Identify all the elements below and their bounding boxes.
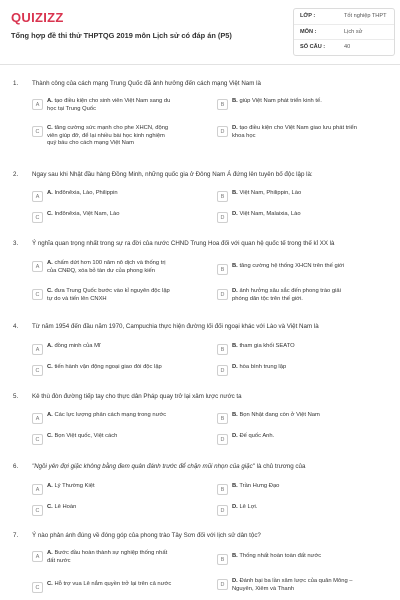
option-letter: D.: [232, 364, 238, 370]
option-letter: D.: [232, 288, 238, 294]
option-label: Inđônêxia, Lào, Philippin: [54, 190, 118, 196]
question-text: Ngay sau khi Nhật đầu hàng Đồng Minh, những quốc gia ở Đông Nam Á đứng lên tuyên bố độc lập là:: [32, 171, 313, 178]
option-box[interactable]: A: [32, 344, 43, 355]
option-box[interactable]: B: [217, 413, 228, 424]
option-label: đưa Trung Quốc bước vào kỉ nguyên độc lập tự do và tiến lên CNXH: [47, 288, 170, 302]
option-text: [232, 263, 357, 271]
option-letter: C.: [47, 581, 53, 587]
option-label: tiến hành vận động ngoại giao đòi độc lập: [54, 364, 162, 370]
option-text: [47, 211, 172, 219]
option-text: [47, 364, 197, 372]
option-d[interactable]: [217, 125, 357, 140]
option-label: Việt Nam, Malaixia, Lào: [239, 211, 301, 217]
option-letter: A.: [47, 550, 53, 556]
option-label: Trần Hưng Đạo: [239, 483, 280, 489]
option-label: Lê Lợi.: [239, 504, 258, 510]
option-c[interactable]: [32, 504, 172, 516]
option-c[interactable]: [32, 211, 172, 223]
option-label: Lý Thường Kiệt: [54, 483, 95, 489]
option-b[interactable]: [217, 553, 357, 565]
option-c[interactable]: [32, 433, 172, 445]
option-label: Hỗ trợ vua Lê nắm quyền trở lại trên cả nước: [54, 581, 172, 587]
header: [0, 0, 400, 64]
option-box[interactable]: A: [32, 99, 43, 110]
option-b[interactable]: [217, 98, 357, 110]
option-label: chấm dứt hơn 100 năm nô dịch và thống trị của CNĐQ, xóa bỏ tàn dư của phong kiến: [47, 260, 166, 274]
meta-value: Lịch sử: [344, 28, 363, 35]
question-number: 7.: [13, 532, 19, 539]
option-text: [232, 125, 357, 140]
question-quote: "Ngồi yên đợi giặc không bằng đem quân đánh trước để chặn mũi nhọn của giặc": [32, 463, 255, 470]
option-text: [47, 288, 172, 303]
option-b[interactable]: [217, 190, 357, 202]
option-box[interactable]: C: [32, 505, 43, 516]
quizizz-logo[interactable]: QUIZIZZ: [11, 10, 64, 25]
option-b[interactable]: [217, 412, 357, 424]
option-letter: B.: [232, 263, 238, 269]
option-text: [232, 98, 357, 106]
option-a[interactable]: [32, 483, 172, 495]
option-text: [47, 483, 172, 491]
option-box[interactable]: A: [32, 261, 43, 272]
option-box[interactable]: D: [217, 579, 228, 590]
question-suffix: là chủ trương của: [254, 463, 306, 470]
option-text: [232, 483, 357, 491]
option-text: [47, 581, 197, 589]
option-letter: D.: [232, 433, 238, 439]
option-box[interactable]: B: [217, 554, 228, 565]
option-letter: A.: [47, 483, 53, 489]
meta-table: [293, 8, 395, 56]
option-c[interactable]: [32, 288, 172, 303]
option-text: [47, 98, 172, 113]
option-box[interactable]: A: [32, 484, 43, 495]
option-letter: A.: [47, 343, 53, 349]
option-label: tăng cường hệ thống XHCN trên thế giới: [239, 263, 345, 269]
option-d[interactable]: [217, 504, 357, 516]
option-label: tạo điều kiện cho Việt Nam giao lưu phát triển khoa học: [232, 125, 357, 139]
option-text: [232, 578, 357, 593]
option-c[interactable]: [32, 364, 197, 376]
option-a[interactable]: [32, 550, 172, 565]
meta-row-class: [294, 9, 394, 25]
option-box[interactable]: B: [217, 191, 228, 202]
option-letter: D.: [232, 504, 238, 510]
option-box[interactable]: B: [217, 99, 228, 110]
option-box[interactable]: C: [32, 434, 43, 445]
option-letter: C.: [47, 211, 53, 217]
option-label: Thống nhất hoàn toàn đất nước: [239, 553, 322, 559]
option-letter: B.: [232, 343, 238, 349]
option-text: [47, 504, 172, 512]
option-label: Inđônêxia, Việt Nam, Lào: [54, 211, 120, 217]
question-text: Ý nào phản ánh đúng về đóng góp của phong trào Tây Sơn đối với lịch sử dân tộc?: [32, 532, 261, 539]
option-label: tạo điều kiện cho sinh viên Việt Nam sang du học tại Trung Quốc: [47, 98, 171, 112]
question-text: Từ năm 1954 đến đầu năm 1970, Campuchia thực hiện đường lối đối ngoại khác với Lào và Việt Nam là: [32, 323, 319, 330]
option-box[interactable]: C: [32, 126, 43, 137]
page-title: Tổng hợp đề thi thử THPTQG 2019 môn Lịch sử có đáp án (P5): [11, 31, 232, 40]
option-d[interactable]: [217, 578, 357, 593]
option-letter: A.: [47, 412, 53, 418]
option-box[interactable]: A: [32, 551, 43, 562]
option-letter: C.: [47, 433, 53, 439]
option-box[interactable]: D: [217, 505, 228, 516]
option-a[interactable]: [32, 343, 172, 355]
question-text: Thành công của cách mạng Trung Quốc đã ảnh hưởng đến cách mạng Việt Nam là: [32, 80, 261, 87]
meta-value: 40: [344, 44, 351, 51]
header-divider: [0, 64, 400, 65]
option-letter: D.: [232, 578, 238, 584]
option-label: hòa bình trung lập: [239, 364, 287, 370]
option-letter: A.: [47, 190, 53, 196]
option-d[interactable]: [217, 433, 357, 445]
option-c[interactable]: [32, 125, 172, 148]
question-number: 2.: [13, 171, 19, 178]
option-letter: B.: [232, 412, 238, 418]
option-box[interactable]: C: [32, 289, 43, 300]
option-box[interactable]: B: [217, 484, 228, 495]
question-number: 5.: [13, 393, 19, 400]
option-text: [47, 125, 172, 148]
option-label: giúp Việt Nam phát triển kinh tế.: [239, 98, 322, 104]
option-box[interactable]: B: [217, 344, 228, 355]
option-a[interactable]: [32, 260, 172, 275]
question-number: 6.: [13, 463, 19, 470]
option-box[interactable]: A: [32, 413, 43, 424]
option-box[interactable]: C: [32, 212, 43, 223]
question-text: Kẻ thù đòn đường tiếp tay cho thực dân Pháp quay trở lại xâm lược nước ta: [32, 393, 242, 400]
option-box[interactable]: D: [217, 289, 228, 300]
option-text: [232, 412, 357, 420]
option-text: [232, 190, 357, 198]
meta-key: LỚP :: [300, 13, 316, 20]
option-b[interactable]: [217, 263, 357, 275]
option-letter: C.: [47, 125, 53, 131]
option-text: [47, 260, 172, 275]
option-label: Bước đầu hoàn thành sự nghiệp thống nhất đất nước: [47, 550, 168, 564]
meta-row-subject: [294, 25, 394, 41]
option-box[interactable]: D: [217, 434, 228, 445]
option-a[interactable]: [32, 98, 172, 113]
meta-key: SỐ CÂU :: [300, 44, 326, 51]
option-letter: C.: [47, 288, 53, 294]
meta-row-count: [294, 40, 394, 55]
question-number: 3.: [13, 240, 19, 247]
option-label: Đánh bại ba lần xâm lược của quân Mông – Nguyên, Xiêm và Thanh: [232, 578, 353, 592]
question-text: [32, 463, 392, 471]
option-text: [47, 550, 172, 565]
option-label: tăng cường sức mạnh cho phe XHCN, động viên giúp đỡ, để lại nhiều bài học kinh nghiệm quý báu cho cách mạng Việt Nam: [47, 125, 169, 147]
option-letter: A.: [47, 260, 53, 266]
option-box[interactable]: D: [217, 365, 228, 376]
option-letter: C.: [47, 504, 53, 510]
option-box[interactable]: B: [217, 264, 228, 275]
option-text: [232, 553, 357, 561]
option-letter: B.: [232, 98, 238, 104]
option-text: [47, 343, 172, 351]
option-text: [232, 343, 357, 351]
option-letter: A.: [47, 98, 53, 104]
option-text: [47, 433, 172, 441]
option-text: [232, 288, 357, 303]
meta-value: Tốt nghiệp THPT: [344, 13, 387, 20]
option-text: [232, 211, 357, 219]
option-c[interactable]: [32, 581, 197, 593]
option-label: Các lực lượng phản cách mạng trong nước: [54, 412, 167, 418]
option-label: Bọn Việt quốc, Việt cách: [54, 433, 118, 439]
option-text: [47, 190, 172, 198]
question-text: Ý nghĩa quan trọng nhất trong sự ra đời của nước CHND Trung Hoa đối với quan hệ quốc tế trong thế kỉ XX là: [32, 240, 335, 247]
option-label: Bọn Nhật đang còn ở Việt Nam: [239, 412, 320, 418]
option-box[interactable]: D: [217, 126, 228, 137]
option-text: [232, 504, 357, 512]
option-letter: B.: [232, 190, 238, 196]
option-box[interactable]: C: [32, 365, 43, 376]
option-a[interactable]: [32, 412, 197, 424]
option-letter: B.: [232, 483, 238, 489]
option-letter: B.: [232, 553, 238, 559]
option-label: tham gia khối SEATO: [239, 343, 295, 349]
option-label: Việt Nam, Philippin, Lào: [239, 190, 302, 196]
option-d[interactable]: [217, 288, 357, 303]
option-box[interactable]: A: [32, 191, 43, 202]
option-d[interactable]: [217, 364, 357, 376]
option-label: Đế quốc Anh.: [239, 433, 275, 439]
option-box[interactable]: D: [217, 212, 228, 223]
meta-key: MÔN :: [300, 28, 317, 35]
option-b[interactable]: [217, 483, 357, 495]
option-label: Lê Hoàn: [54, 504, 77, 510]
option-b[interactable]: [217, 343, 357, 355]
question-number: 4.: [13, 323, 19, 330]
option-text: [47, 412, 197, 420]
option-text: [232, 433, 357, 441]
option-a[interactable]: [32, 190, 172, 202]
option-label: đồng minh của Mĩ: [54, 343, 101, 349]
option-d[interactable]: [217, 211, 357, 223]
option-letter: D.: [232, 211, 238, 217]
option-letter: C.: [47, 364, 53, 370]
option-letter: D.: [232, 125, 238, 131]
question-number: 1.: [13, 80, 19, 87]
option-text: [232, 364, 357, 372]
option-box[interactable]: C: [32, 582, 43, 593]
option-label: ảnh hưởng sâu sắc đến phong trào giải phóng dân tộc trên thế giới.: [232, 288, 341, 302]
